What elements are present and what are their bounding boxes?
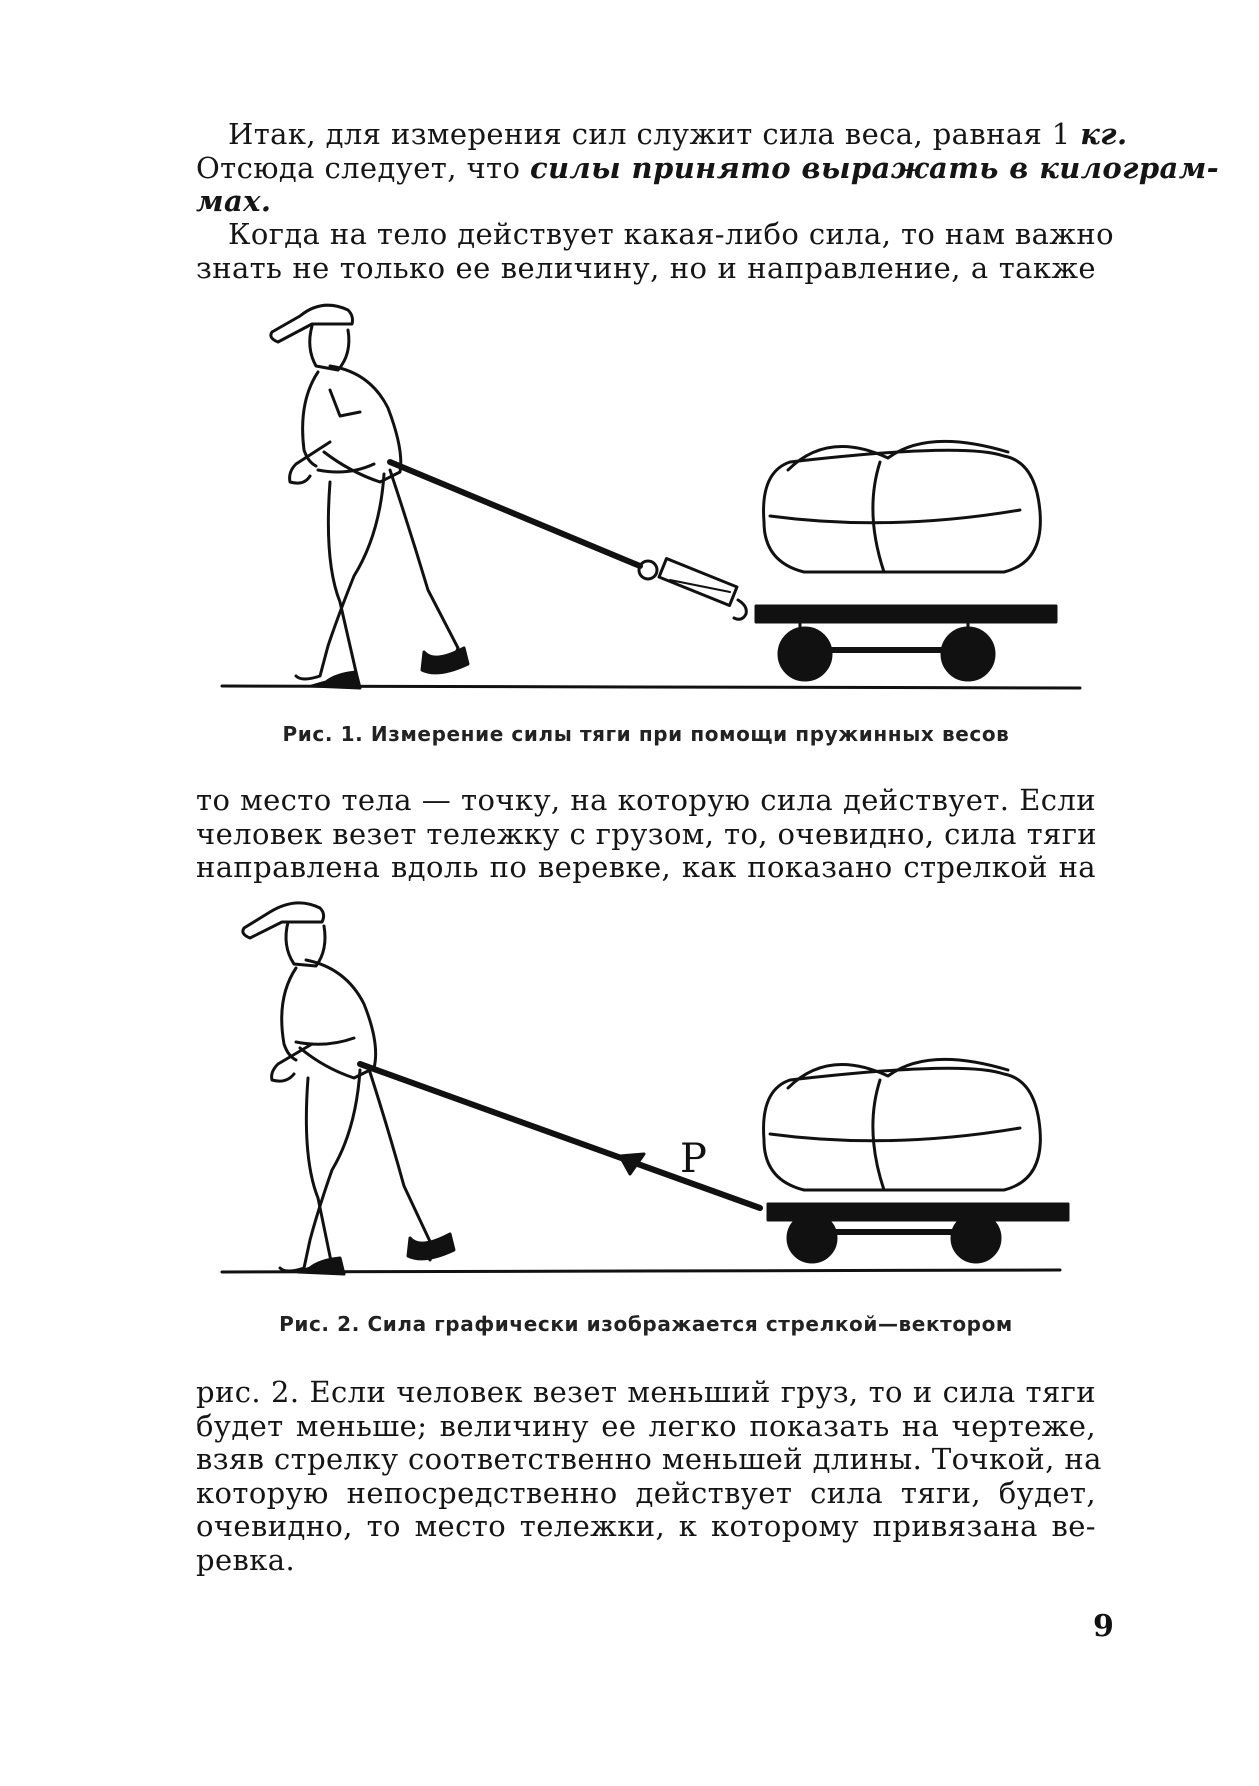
figure-2-caption: Рис. 2. Сила графически изображается стрелкой—вектором (279, 1312, 1013, 1336)
figure-1-caption: Рис. 1. Измерение силы тяги при помощи пружинных весов (282, 722, 1010, 746)
paragraph-2-line-1: Когда на тело действует какая-либо сила, то нам важно (228, 217, 1114, 251)
cart-wheel-right (942, 628, 994, 680)
spring-scale-hook (734, 600, 746, 619)
paragraph-1-line-2-text: Отсюда следует, что (196, 150, 530, 185)
paragraph-4-line-3: взяв стрелку соответственно меньшей длины. Точкой, на (196, 1442, 1102, 1476)
spring-scale-ring (639, 561, 657, 579)
figure-1-illustration (0, 295, 1259, 705)
man-figure (271, 305, 468, 688)
unit-kg: кг. (1080, 117, 1128, 151)
cart-wheel-right-2 (952, 1214, 1000, 1262)
paragraph-2-line-2: знать не только ее величину, но и направление, а также (196, 250, 1096, 285)
cart-2 (764, 1059, 1068, 1262)
paragraph-4 (196, 1375, 1102, 1577)
paragraph-3-line-2: человек везет тележку с грузом, то, очевидно, сила тяги (196, 816, 1098, 851)
paragraph-4-line-6: ревка. (196, 1542, 296, 1577)
vector-label-p: P (680, 1136, 707, 1182)
emphasis-text: силы принято выражать в килограм- (529, 150, 1220, 185)
paragraph-1-line-2 (196, 150, 1220, 186)
paragraph-1 (196, 117, 1220, 219)
paragraph-3-line-3: направлена вдоль по веревке, как показано стрелкой на (196, 850, 1096, 884)
rope (390, 462, 640, 566)
paragraph-4-line-1: рис. 2. Если человек везет меньший груз, то и сила тяги (196, 1375, 1096, 1409)
paragraph-4-line-4: которую непосредственно действует сила тяги, будет, (196, 1475, 1096, 1510)
figure-2-illustration (0, 890, 1259, 1290)
paragraph-3 (196, 784, 1096, 885)
spring-scale (659, 558, 737, 605)
cart (756, 441, 1056, 680)
cart-wheel-left-2 (788, 1214, 836, 1262)
paragraph-1-line-1-text: Итак, для измерения сил служит сила веса, равная 1 (228, 117, 1081, 151)
cart-platform (756, 606, 1056, 622)
paragraph-2 (196, 217, 1114, 285)
paragraph-1-line-3 (196, 185, 1096, 219)
ground-line-2 (222, 1270, 1060, 1272)
paragraph-4-line-5: очевидно, то место тележки, к которому привязана ве- (196, 1509, 1096, 1543)
page-number: 9 (1093, 1609, 1114, 1644)
paragraph-1-line-1 (196, 117, 1128, 152)
paragraph-4-line-2: будет меньше; величину ее легко показать на чертеже, (196, 1408, 1096, 1443)
emphasis-text-end: мах. (196, 184, 272, 218)
paragraph-3-line-1: то место тела — точку, на которую сила действует. Если (196, 783, 1096, 817)
cart-wheel-left (779, 628, 831, 680)
